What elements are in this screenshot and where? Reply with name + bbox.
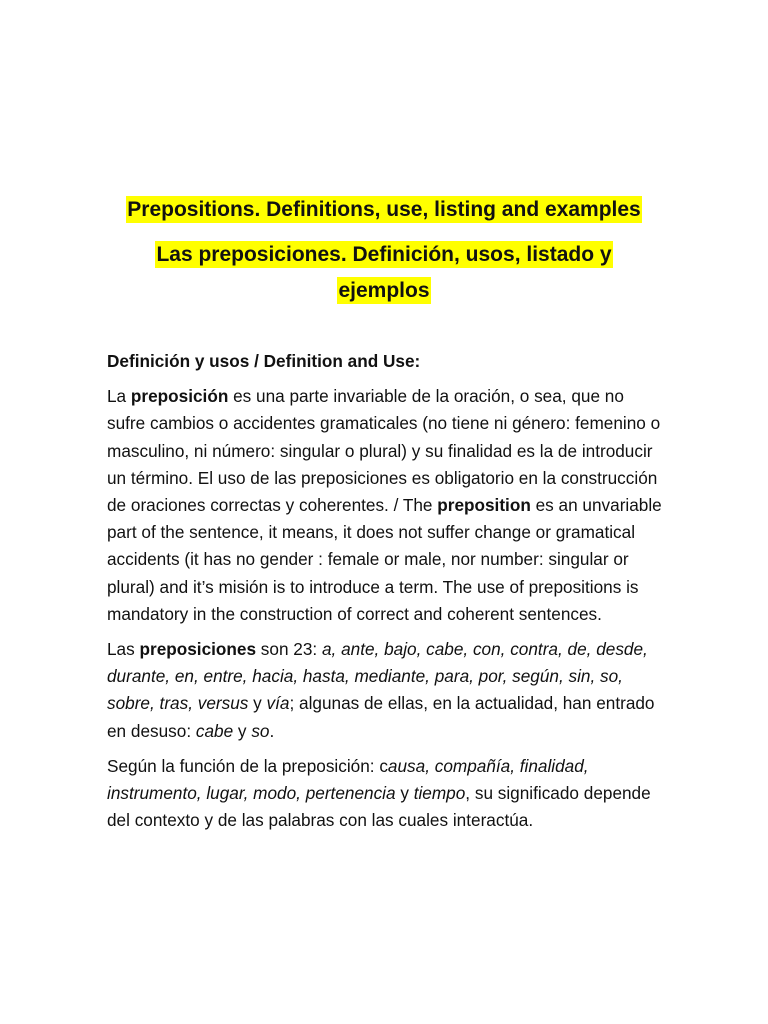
english-title-line	[0, 196, 768, 223]
document-body	[107, 348, 663, 842]
text-run: ; algunas de ellas, en la actualidad, han entrado en desuso:	[107, 693, 655, 741]
section-heading: Definición y usos / Definition and Use:	[107, 351, 421, 371]
text-run: , su significado depende del contexto y de las palabras con las cuales interactúa.	[107, 783, 651, 831]
function-list: ausa, compañía, finalidad, instrumento, lugar, modo, pertenencia	[107, 755, 589, 804]
english-title: Prepositions. Definitions, use, listing and examples	[127, 198, 641, 221]
definition-paragraph	[107, 383, 663, 628]
italic-term: so	[251, 720, 270, 741]
text-run: es una parte invariable de la oración, o sea, que no sufre cambios o accidentes gramaticales (no tiene ni género: femenino o masculino, ni número: singular o plural) y su finalidad es la de introducir un término. El uso de las preposiciones es obligatorio en la construcción de oraciones correctas y coherentes. / The	[107, 386, 661, 516]
text-run: .	[269, 720, 275, 741]
spanish-title: Las preposiciones. Definición, usos, listado y ejemplos	[156, 243, 612, 302]
bold-term: preposición	[130, 386, 229, 407]
bold-term: preposiciones	[139, 639, 257, 660]
text-run: Según la función de la preposición: c	[107, 755, 388, 776]
text-run: y	[233, 720, 252, 741]
text-run: La	[107, 386, 131, 407]
italic-term: vía	[266, 693, 290, 714]
text-run: y	[395, 783, 414, 804]
bold-term: preposition	[437, 495, 531, 516]
text-run: Las	[107, 639, 140, 660]
preposition-list: a, ante, bajo, cabe, con, contra, de, desde, durante, en, entre, hacia, hasta, mediante, para, por, según, sin, so, sobre, tras, versus	[107, 639, 648, 714]
italic-term: tiempo	[413, 783, 466, 804]
text-run: y	[248, 693, 267, 714]
italic-term: cabe	[195, 720, 234, 741]
spanish-title-line	[134, 239, 634, 311]
list-paragraph	[107, 636, 663, 745]
title-block	[0, 196, 768, 311]
text-run: es an unvariable part of the sentence, it means, it does not suffer change or gramatical accidents (it has no gender : female or male, nor number: singular or plural) and it’s misión is to introduce a term. The use of prepositions is mandatory in the construction of correct and coherent sentences.	[107, 495, 662, 624]
function-paragraph	[107, 753, 663, 835]
text-run: son 23:	[256, 639, 322, 660]
